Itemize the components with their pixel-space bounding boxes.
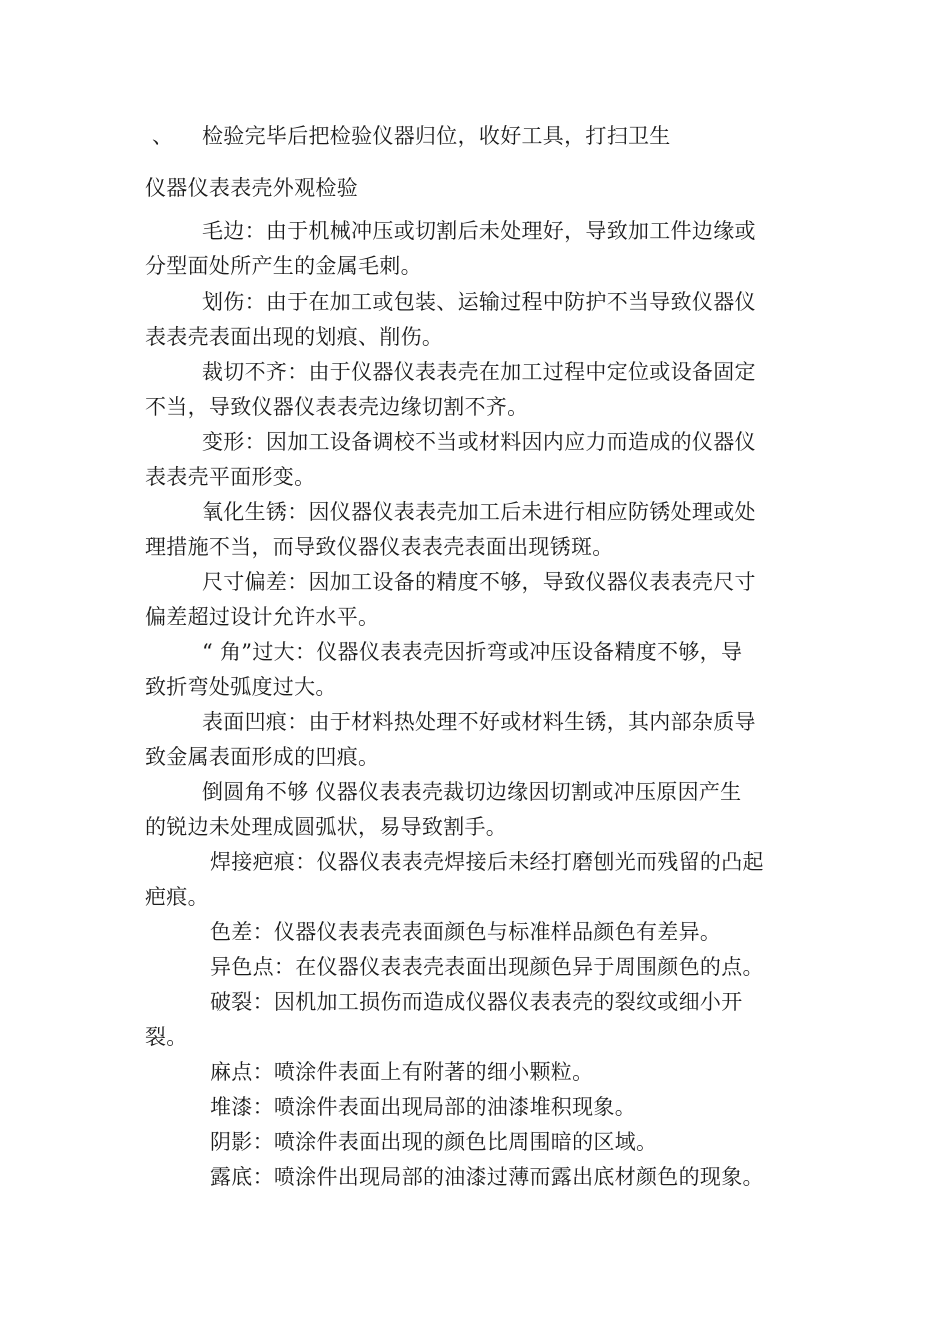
defect-deformation-line1: 变形：因加工设备调校不当或材料因内应力而造成的仪器仪 — [202, 430, 756, 454]
defect-angle-line1: “ 角”过大：仪器仪表表壳因折弯或冲压设备精度不够，导 — [202, 640, 743, 664]
step-marker: 、 — [152, 124, 173, 148]
defect-dimension-line2: 偏差超过设计允许水平。 — [145, 605, 380, 629]
defect-dent-line1: 表面凹痕：由于材料热处理不好或材料生锈，其内部杂质导 — [202, 710, 756, 734]
defect-crack-line1: 破裂：因机加工损伤而造成仪器仪表表壳的裂纹或细小开 — [210, 990, 743, 1014]
defect-deformation-line2: 表表壳平面形变。 — [145, 465, 316, 489]
defect-scratch-line1: 划伤：由于在加工或包装、运输过程中防护不当导致仪器仪 — [202, 290, 756, 314]
defect-uneven-cut-line1: 裁切不齐：由于仪器仪表表壳在加工过程中定位或设备固定 — [202, 360, 756, 384]
defect-fillet-line1: 倒圆角不够 仪器仪表表壳裁切边缘因切割或冲压原因产生 — [202, 780, 742, 804]
step-text: 检验完毕后把检验仪器归位，收好工具，打扫卫生 — [202, 124, 671, 148]
defect-fillet-line2: 的锐边未处理成圆弧状，易导致割手。 — [145, 815, 508, 839]
defect-angle-line2: 致折弯处弧度过大。 — [145, 675, 337, 699]
defect-dimension-line1: 尺寸偏差：因加工设备的精度不够，导致仪器仪表表壳尺寸 — [202, 570, 756, 594]
defect-weld-scar-line1: 焊接疤痕：仪器仪表表壳焊接后未经打磨刨光而残留的凸起 — [210, 850, 764, 874]
defect-scratch-line2: 表表壳表面出现的划痕、削伤。 — [145, 325, 444, 349]
defect-uneven-cut-line2: 不当，导致仪器仪表表壳边缘切割不齐。 — [145, 395, 529, 419]
defect-burr-line1: 毛边：由于机械冲压或切割后未处理好，导致加工件边缘或 — [202, 219, 756, 243]
defect-rust-line1: 氧化生锈：因仪器仪表表壳加工后未进行相应防锈处理或处 — [202, 500, 756, 524]
defect-dent-line2: 致金属表面形成的凹痕。 — [145, 745, 380, 769]
section-title: 仪器仪表表壳外观检验 — [145, 176, 358, 200]
defect-rust-line2: 理措施不当，而导致仪器仪表表壳表面出现锈斑。 — [145, 535, 614, 559]
defect-color-diff: 色差：仪器仪表表壳表面颜色与标准样品颜色有差异。 — [210, 920, 722, 944]
defect-burr-line2: 分型面处所产生的金属毛刺。 — [145, 254, 422, 278]
defect-crack-line2: 裂。 — [145, 1025, 188, 1049]
defect-shadow: 阴影：喷涂件表面出现的颜色比周围暗的区域。 — [210, 1130, 658, 1154]
defect-off-color-dot: 异色点：在仪器仪表表壳表面出现颜色异于周围颜色的点。 — [210, 955, 764, 979]
defect-pitting: 麻点：喷涂件表面上有附著的细小颗粒。 — [210, 1060, 594, 1084]
defect-exposed-base: 露底：喷涂件出现局部的油漆过薄而露出底材颜色的现象。 — [210, 1165, 764, 1189]
defect-weld-scar-line2: 疤痕。 — [145, 885, 209, 909]
defect-paint-buildup: 堆漆：喷涂件表面出现局部的油漆堆积现象。 — [210, 1095, 636, 1119]
